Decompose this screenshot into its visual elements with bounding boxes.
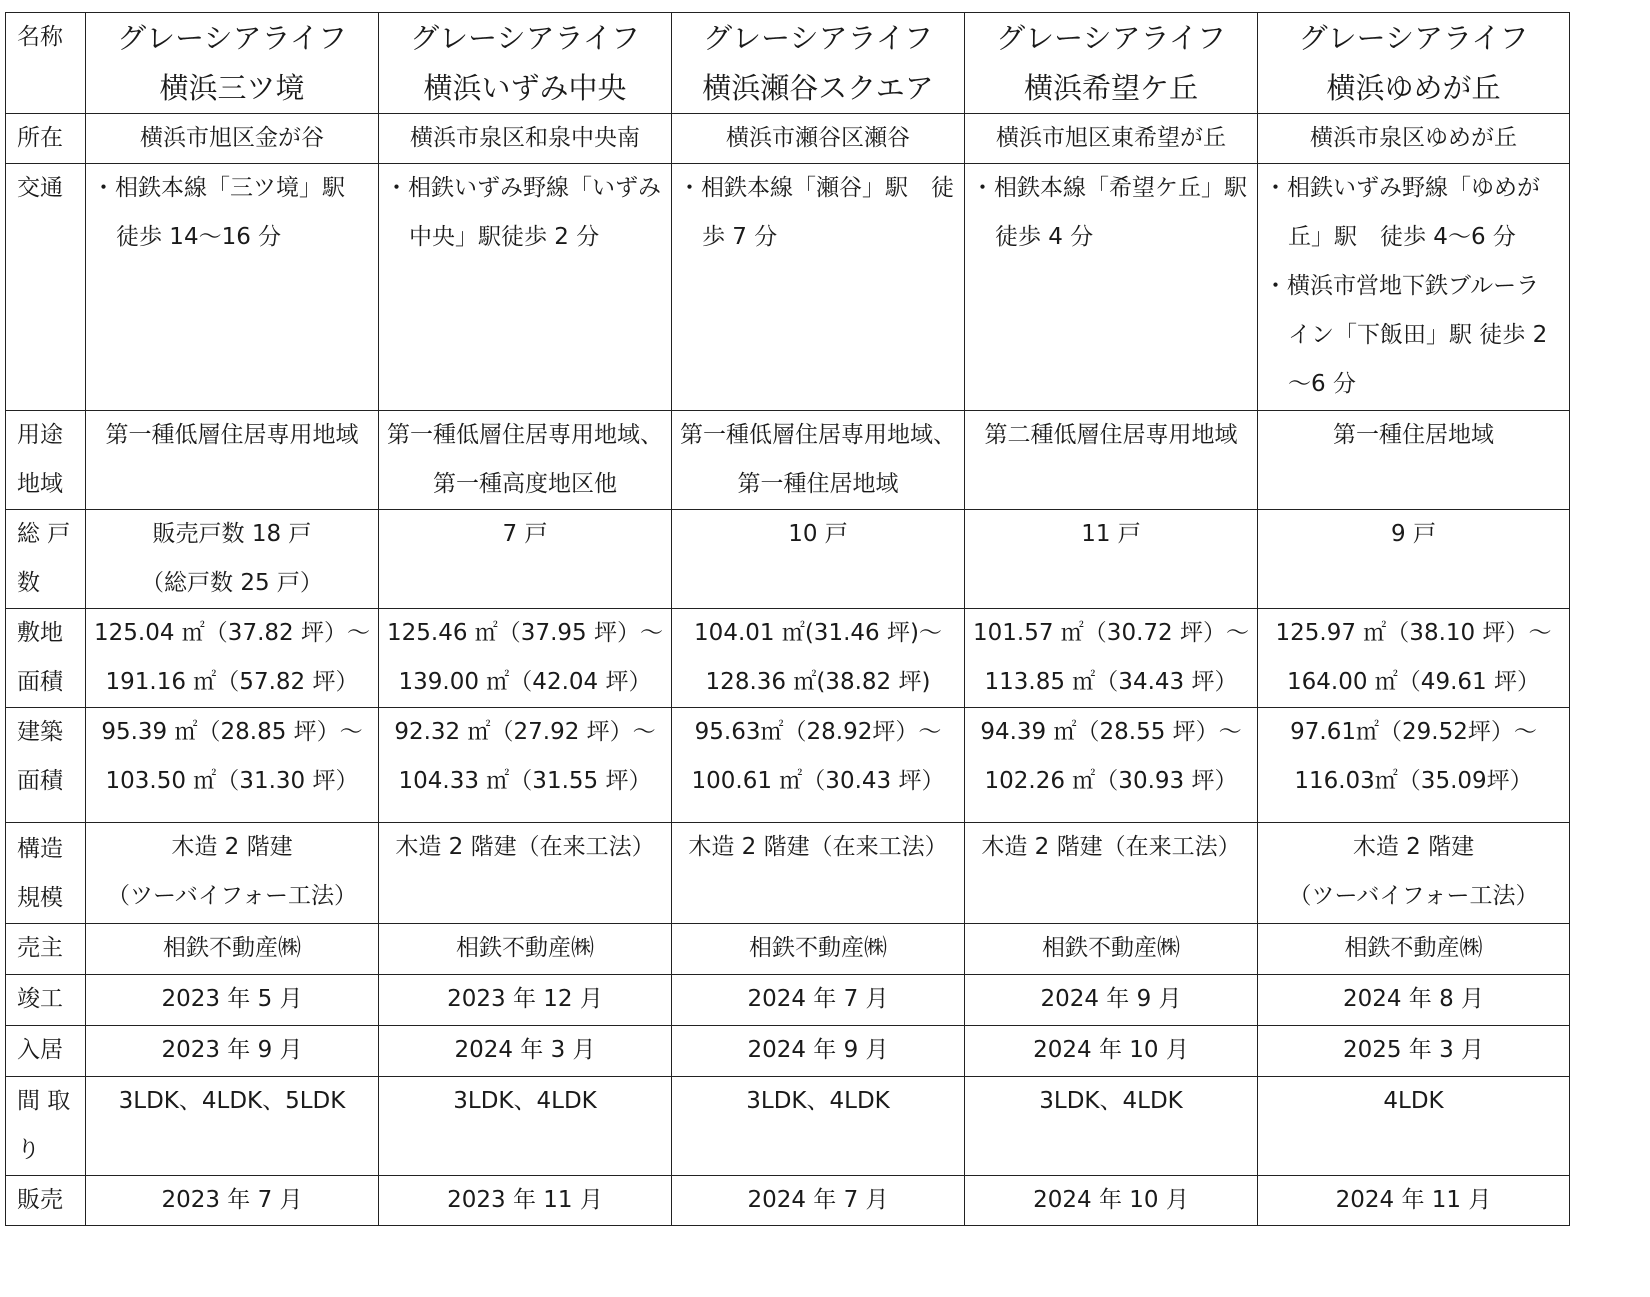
move-in-cell: 2023 年 9 月 (86, 1026, 379, 1077)
zoning-cell: 第一種住居地域 (1258, 411, 1570, 510)
transport-cell: ・相鉄本線「三ツ境」駅 徒歩 14～16 分 (86, 164, 379, 411)
structure-cell: 木造 2 階建 （ツーバイフォー工法） (1258, 823, 1570, 924)
building-area-cell: 95.39 ㎡（28.85 坪）～ 103.50 ㎡（31.30 坪） (86, 708, 379, 823)
sale-cell: 2023 年 7 月 (86, 1176, 379, 1226)
location-cell: 横浜市泉区ゆめが丘 (1258, 114, 1570, 164)
row-units (6, 510, 1570, 609)
transport-cell: ・相鉄いずみ野線「ゆめが 丘」駅 徒歩 4～6 分 ・横浜市営地下鉄ブルーラ イン「下飯田」駅 徒歩 2 ～6 分 (1258, 164, 1570, 411)
building-area-cell: 94.39 ㎡（28.55 坪）～ 102.26 ㎡（30.93 坪） (965, 708, 1258, 823)
row-location (6, 114, 1570, 164)
site-area-cell: 125.97 ㎡（38.10 坪）～ 164.00 ㎡（49.61 坪） (1258, 609, 1570, 708)
row-building-area (6, 708, 1570, 823)
layout-cell: 3LDK、4LDK (965, 1077, 1258, 1176)
completion-cell: 2023 年 12 月 (379, 975, 672, 1026)
site-area-cell: 104.01 ㎡(31.46 坪)～ 128.36 ㎡(38.82 坪) (672, 609, 965, 708)
row-zoning (6, 411, 1570, 510)
sale-cell: 2024 年 7 月 (672, 1176, 965, 1226)
row-site-area (6, 609, 1570, 708)
units-cell: 販売戸数 18 戸 （総戸数 25 戸） (86, 510, 379, 609)
units-cell: 11 戸 (965, 510, 1258, 609)
name-cell: グレーシアライフ 横浜希望ケ丘 (965, 13, 1258, 114)
location-cell: 横浜市旭区東希望が丘 (965, 114, 1258, 164)
property-comparison-sheet (5, 12, 1570, 1226)
name-cell: グレーシアライフ 横浜瀬谷スクエア (672, 13, 965, 114)
zoning-cell: 第一種低層住居専用地域 (86, 411, 379, 510)
label-transport: 交通 (6, 164, 86, 411)
name-cell: グレーシアライフ 横浜ゆめが丘 (1258, 13, 1570, 114)
move-in-cell: 2025 年 3 月 (1258, 1026, 1570, 1077)
units-cell: 9 戸 (1258, 510, 1570, 609)
completion-cell: 2024 年 7 月 (672, 975, 965, 1026)
row-seller (6, 924, 1570, 975)
seller-cell: 相鉄不動産㈱ (965, 924, 1258, 975)
label-structure: 構造 規模 (6, 823, 86, 924)
location-cell: 横浜市旭区金が谷 (86, 114, 379, 164)
zoning-cell: 第二種低層住居専用地域 (965, 411, 1258, 510)
label-name: 名称 (6, 13, 86, 114)
location-cell: 横浜市瀬谷区瀬谷 (672, 114, 965, 164)
seller-cell: 相鉄不動産㈱ (379, 924, 672, 975)
label-zoning: 用途 地域 (6, 411, 86, 510)
zoning-cell: 第一種低層住居専用地域、 第一種高度地区他 (379, 411, 672, 510)
sale-cell: 2024 年 10 月 (965, 1176, 1258, 1226)
transport-cell: ・相鉄いずみ野線「いずみ 中央」駅徒歩 2 分 (379, 164, 672, 411)
completion-cell: 2024 年 8 月 (1258, 975, 1570, 1026)
label-move-in: 入居 (6, 1026, 86, 1077)
row-layout (6, 1077, 1570, 1176)
label-location: 所在 (6, 114, 86, 164)
zoning-cell: 第一種低層住居専用地域、 第一種住居地域 (672, 411, 965, 510)
layout-cell: 3LDK、4LDK、5LDK (86, 1077, 379, 1176)
site-area-cell: 125.04 ㎡（37.82 坪）～ 191.16 ㎡（57.82 坪） (86, 609, 379, 708)
completion-cell: 2024 年 9 月 (965, 975, 1258, 1026)
row-structure (6, 823, 1570, 924)
site-area-cell: 125.46 ㎡（37.95 坪）～ 139.00 ㎡（42.04 坪） (379, 609, 672, 708)
structure-cell: 木造 2 階建（在来工法） (672, 823, 965, 924)
seller-cell: 相鉄不動産㈱ (86, 924, 379, 975)
units-cell: 7 戸 (379, 510, 672, 609)
layout-cell: 4LDK (1258, 1077, 1570, 1176)
name-cell: グレーシアライフ 横浜三ツ境 (86, 13, 379, 114)
name-cell: グレーシアライフ 横浜いずみ中央 (379, 13, 672, 114)
transport-cell: ・相鉄本線「希望ケ丘」駅 徒歩 4 分 (965, 164, 1258, 411)
label-layout: 間 取 り (6, 1077, 86, 1176)
row-transport (6, 164, 1570, 411)
sale-cell: 2023 年 11 月 (379, 1176, 672, 1226)
property-table (5, 12, 1570, 1226)
label-sale: 販売 (6, 1176, 86, 1226)
structure-cell: 木造 2 階建（在来工法） (965, 823, 1258, 924)
label-seller: 売主 (6, 924, 86, 975)
row-sale (6, 1176, 1570, 1226)
label-units: 総 戸 数 (6, 510, 86, 609)
label-completion: 竣工 (6, 975, 86, 1026)
seller-cell: 相鉄不動産㈱ (1258, 924, 1570, 975)
label-site-area: 敷地 面積 (6, 609, 86, 708)
seller-cell: 相鉄不動産㈱ (672, 924, 965, 975)
row-completion (6, 975, 1570, 1026)
move-in-cell: 2024 年 3 月 (379, 1026, 672, 1077)
building-area-cell: 97.61㎡（29.52坪）～ 116.03㎡（35.09坪） (1258, 708, 1570, 823)
structure-cell: 木造 2 階建 （ツーバイフォー工法） (86, 823, 379, 924)
move-in-cell: 2024 年 9 月 (672, 1026, 965, 1077)
layout-cell: 3LDK、4LDK (379, 1077, 672, 1176)
sale-cell: 2024 年 11 月 (1258, 1176, 1570, 1226)
row-move-in (6, 1026, 1570, 1077)
layout-cell: 3LDK、4LDK (672, 1077, 965, 1176)
units-cell: 10 戸 (672, 510, 965, 609)
completion-cell: 2023 年 5 月 (86, 975, 379, 1026)
building-area-cell: 92.32 ㎡（27.92 坪）～ 104.33 ㎡（31.55 坪） (379, 708, 672, 823)
move-in-cell: 2024 年 10 月 (965, 1026, 1258, 1077)
site-area-cell: 101.57 ㎡（30.72 坪）～ 113.85 ㎡（34.43 坪） (965, 609, 1258, 708)
location-cell: 横浜市泉区和泉中央南 (379, 114, 672, 164)
transport-cell: ・相鉄本線「瀬谷」駅 徒 歩 7 分 (672, 164, 965, 411)
building-area-cell: 95.63㎡（28.92坪）～ 100.61 ㎡（30.43 坪） (672, 708, 965, 823)
row-name (6, 13, 1570, 114)
label-building-area: 建築 面積 (6, 708, 86, 823)
structure-cell: 木造 2 階建（在来工法） (379, 823, 672, 924)
